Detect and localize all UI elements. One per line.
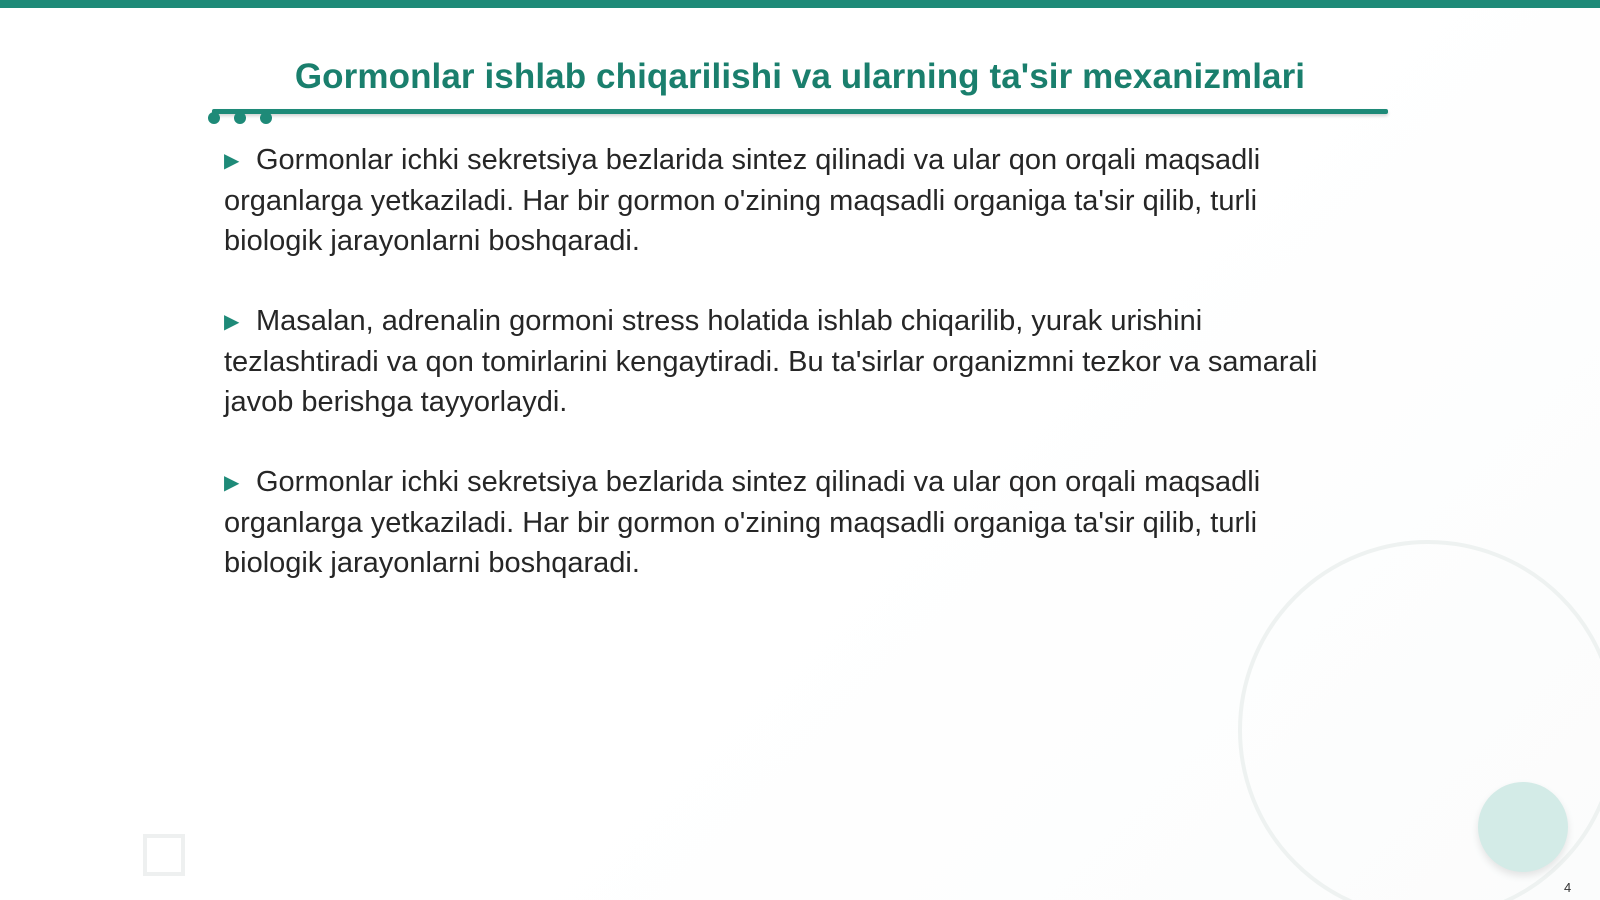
- decorative-square: [143, 834, 185, 876]
- bullet-text: Gormonlar ichki sekretsiya bezlarida sintez qilinadi va ular qon orqali maqsadli organlarga yetkaziladi. Har bir gormon o'zining maqsadli organiga ta'sir qilib, turli biologik jarayonlarni boshqaradi.: [224, 466, 1261, 579]
- bullet-item: [224, 140, 1344, 261]
- bullet-text: Masalan, adrenalin gormoni stress holatida ishlab chiqarilib, yurak urishini tezlashtiradi va qon tomirlarini kengaytiradi. Bu ta'sirlar organizmni tezkor va samarali javob berishga tayyorlaydi.: [224, 305, 1318, 418]
- triangle-right-icon: ▶: [224, 311, 240, 333]
- triangle-right-icon: ▶: [224, 472, 240, 494]
- decorative-circle: [1478, 782, 1568, 872]
- slide-title: Gormonlar ishlab chiqarilishi va ularning ta'sir mexanizmlari: [294, 57, 1306, 96]
- title-underline: [212, 109, 1388, 114]
- bullet-text: Gormonlar ichki sekretsiya bezlarida sintez qilinadi va ular qon orqali maqsadli organlarga yetkaziladi. Har bir gormon o'zining maqsadli organiga ta'sir qilib, turli biologik jarayonlarni boshqaradi.: [224, 144, 1261, 257]
- bullet-item: [224, 462, 1344, 583]
- top-accent-bar: [0, 0, 1600, 8]
- title-dot-1: [208, 112, 220, 124]
- page-number: 4: [1564, 880, 1572, 895]
- triangle-right-icon: ▶: [224, 150, 240, 172]
- bullet-list: [224, 140, 1344, 623]
- title-dot-3: [260, 112, 272, 124]
- bullet-item: [224, 301, 1344, 422]
- title-dot-2: [234, 112, 246, 124]
